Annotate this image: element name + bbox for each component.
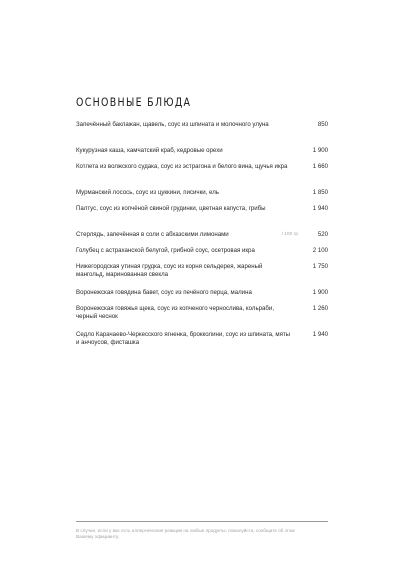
dish-item <box>76 305 328 331</box>
dish-name: Запечённый баклажан, щавель, соус из шпината и молочного улуна <box>76 121 269 128</box>
dish-name: Седло Карачаево-Черкесского ягненка, брокколини, соус из шпината, мяты и анчоусов, фисташка <box>76 331 291 347</box>
dish-name: Воронежская говядина бавет, соус из печёного перца, малина <box>76 289 252 296</box>
dish-name: Голубец с астраханской белугой, грибной соус, осетровая икра <box>76 247 255 254</box>
dish-name: Кукурузная каша, камчатский краб, кедровые орехи <box>76 147 223 154</box>
dish-price: 1 850 <box>312 189 328 196</box>
dish-price: 2 100 <box>312 247 328 254</box>
dish-name: Котлета из волжского судака, соус из эстрагона и белого вина, щучья икра <box>76 163 288 170</box>
dish-item <box>76 205 328 231</box>
dish-price: 1 750 <box>312 263 328 270</box>
allergy-note: В случае, если у вас есть аллергические реакции на любые продукты, пожалуйста, сообщите об этом Вашему официанту. <box>76 528 295 539</box>
dish-item <box>76 163 328 189</box>
dish-price: 1 260 <box>312 305 328 312</box>
dish-price: 850 <box>317 121 328 128</box>
dish-name: Нижегородская утиная грудка, соус из корня сельдерея, жареный мангольд, маринованная свекла <box>76 263 263 279</box>
dish-item <box>76 189 328 205</box>
dish-name: Мурманский лосось, соус из цуккини, писички, ель <box>76 189 219 196</box>
dish-weight: / 100 гр <box>281 232 298 237</box>
dish-price: 1 660 <box>312 163 328 170</box>
dish-name: Воронежская говяжья щека, соус из копченого чернослива, кольраби, черный чеснок <box>76 305 275 321</box>
dish-list <box>76 121 328 357</box>
dish-price: 1 940 <box>312 205 328 212</box>
footer-divider <box>76 521 328 522</box>
section-title: ОСНОВНЫЕ БЛЮДА <box>76 95 192 109</box>
dish-price: 1 900 <box>312 289 328 296</box>
dish-price: 1 900 <box>312 147 328 154</box>
dish-item <box>76 121 328 147</box>
dish-item <box>76 247 328 263</box>
dish-item <box>76 263 328 289</box>
dish-price: 1 940 <box>312 331 328 338</box>
dish-name: Палтус, соус из копчёной свиной грудинки, цветная капуста, грибы <box>76 205 266 212</box>
dish-item <box>76 331 328 357</box>
dish-name: Стерлядь, запечённая в соли с абхазскими лимонами <box>76 231 229 238</box>
dish-item <box>76 231 328 247</box>
dish-item <box>76 289 328 305</box>
dish-item <box>76 147 328 163</box>
dish-price: 520 <box>317 231 328 238</box>
